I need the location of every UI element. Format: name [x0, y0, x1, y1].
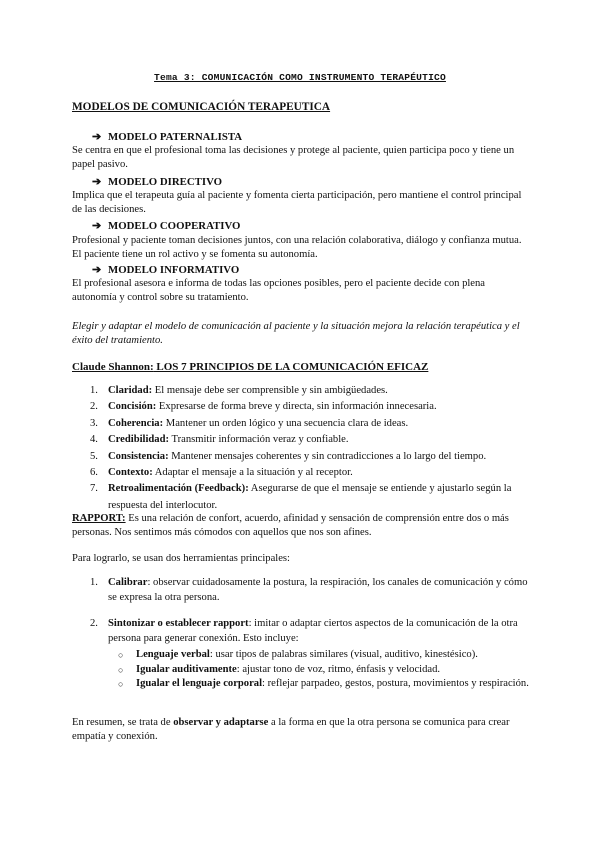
- arrow-icon: ➔: [92, 131, 102, 143]
- rapport-text: Es una relación de confort, acuerdo, afinidad y sensación de comprensión entre dos o más personas. Nos sentimos más cómodos con aquellos que nos son afines.: [72, 513, 509, 538]
- circle-bullet-icon: ○: [118, 679, 124, 690]
- model-heading-informativo: [92, 263, 239, 276]
- list-number: 3.: [90, 417, 98, 429]
- summary-term: observar y adaptarse: [173, 717, 269, 728]
- tools-list: [72, 575, 532, 692]
- list-item: [108, 663, 532, 678]
- page-title: Tema 3: COMUNICACIÓN COMO INSTRUMENTO TERAPÉUTICO: [154, 72, 446, 83]
- circle-bullet-icon: ○: [118, 650, 124, 660]
- models-conclusion: Elegir y adaptar el modelo de comunicación al paciente y la situación mejora la relación terapéutica y el éxito del tratamiento.: [72, 321, 520, 346]
- rapport-paragraph: [72, 512, 532, 540]
- principle-term: Coherencia:: [108, 417, 164, 429]
- sub-term: Igualar el lenguaje corporal: [136, 678, 263, 690]
- models-heading: MODELOS DE COMUNICACIÓN TERAPEUTICA: [72, 101, 331, 113]
- model-name: MODELO DIRECTIVO: [108, 176, 223, 188]
- sub-text: : usar tipos de palabras similares (visual, auditivo, kinestésico).: [209, 649, 478, 660]
- list-item: [72, 416, 532, 432]
- arrow-icon: ➔: [92, 176, 102, 188]
- sub-term: Lenguaje verbal: [136, 649, 210, 660]
- tool-term: Sintonizar o establecer rapport: [108, 618, 249, 629]
- principles-heading-text: LOS 7 PRINCIPIOS DE LA COMUNICACIÓN EFICAZ: [153, 361, 429, 373]
- principle-text: Asegurarse de que el mensaje se entiende y ajustarlo según la respuesta del interlocutor.: [108, 483, 512, 511]
- model-name: MODELO PATERNALISTA: [108, 131, 243, 143]
- principle-term: Consistencia:: [108, 450, 169, 462]
- arrow-icon: ➔: [92, 264, 102, 276]
- principles-author: Claude Shannon:: [72, 361, 154, 373]
- list-item: [72, 616, 532, 692]
- tools-intro: Para lograrlo, se usan dos herramientas principales:: [72, 553, 290, 564]
- principle-term: Credibilidad:: [108, 434, 170, 446]
- summary-text: En resumen, se trata de: [72, 717, 174, 728]
- principle-term: Concisión:: [108, 401, 157, 413]
- circle-bullet-icon: ○: [118, 664, 124, 675]
- list-item: [108, 648, 532, 663]
- rapport-term: RAPPORT:: [72, 513, 126, 524]
- tool-term: Calibrar: [108, 577, 148, 588]
- model-heading-cooperativo: [92, 219, 240, 232]
- sub-term: Igualar auditivamente: [136, 663, 237, 675]
- list-number: 2.: [90, 618, 98, 629]
- principle-text: Transmitir información veraz y confiable.: [169, 434, 349, 446]
- list-item: [72, 383, 532, 399]
- principles-heading: [72, 361, 428, 373]
- list-number: 6.: [90, 467, 98, 479]
- list-item: [72, 481, 532, 514]
- list-item: [72, 449, 532, 465]
- model-description: El profesional asesora e informa de todas las opciones posibles, pero el paciente decide con plena autonomía y control sobre su tratamiento.: [72, 278, 486, 303]
- principle-text: Mantener un orden lógico y una secuencia clara de ideas.: [163, 417, 409, 429]
- model-description: Profesional y paciente toman decisiones juntos, con una relación colaborativa, diálogo y confianza mutua. El paciente tiene un rol activo y se fomenta su autonomía.: [72, 235, 522, 260]
- model-description: Implica que el terapeuta guía al paciente y fomenta cierta participación, pero mantiene el control principal de las decisiones.: [72, 190, 522, 215]
- sub-text: : ajustar tono de voz, ritmo, énfasis y velocidad.: [236, 663, 441, 675]
- principle-text: El mensaje debe ser comprensible y sin ambigüedades.: [152, 385, 388, 396]
- principle-term: Retroalimentación (Feedback):: [108, 483, 249, 495]
- model-heading-directivo: [92, 175, 222, 188]
- principle-term: Contexto:: [108, 467, 153, 479]
- tool-text: : imitar o adaptar ciertos aspectos de la comunicación de la otra persona para generar conexión. Esto incluye:: [108, 618, 518, 644]
- model-name: MODELO INFORMATIVO: [108, 264, 240, 276]
- list-number: 5.: [90, 450, 98, 462]
- principle-text: Expresarse de forma breve y directa, sin información innecesaria.: [156, 401, 437, 413]
- list-item: [72, 465, 532, 481]
- sub-text: : reflejar parpadeo, gestos, postura, movimientos y respiración.: [262, 678, 529, 690]
- list-item: [72, 432, 532, 448]
- principle-text: Mantener mensajes coherentes y sin contradicciones a lo largo del tiempo.: [168, 450, 487, 462]
- list-item: [72, 399, 532, 415]
- tool-text: : observar cuidadosamente la postura, la respiración, los canales de comunicación y cómo se expresa la otra persona.: [108, 577, 528, 603]
- arrow-icon: ➔: [92, 220, 102, 232]
- list-number: 4.: [90, 434, 98, 446]
- model-heading-paternalista: [92, 130, 242, 143]
- list-number: 2.: [90, 401, 98, 413]
- summary-text: a la forma en que la otra persona se comunica para crear empatía y conexión.: [72, 717, 510, 742]
- list-number: 7.: [90, 483, 98, 495]
- list-item: [108, 677, 532, 692]
- model-description: Se centra en que el profesional toma las decisiones y protege al paciente, quien participa poco y tiene un papel pasivo.: [72, 145, 515, 170]
- list-number: 1.: [90, 577, 98, 588]
- rapport-sublist: [108, 648, 532, 692]
- principle-text: Adaptar el mensaje a la situación y al receptor.: [152, 467, 353, 479]
- summary-paragraph: [72, 716, 532, 744]
- list-item: [72, 575, 532, 605]
- principles-list: [72, 383, 532, 514]
- principle-term: Claridad:: [108, 385, 153, 396]
- model-name: MODELO COOPERATIVO: [108, 220, 241, 232]
- list-number: 1.: [90, 385, 98, 396]
